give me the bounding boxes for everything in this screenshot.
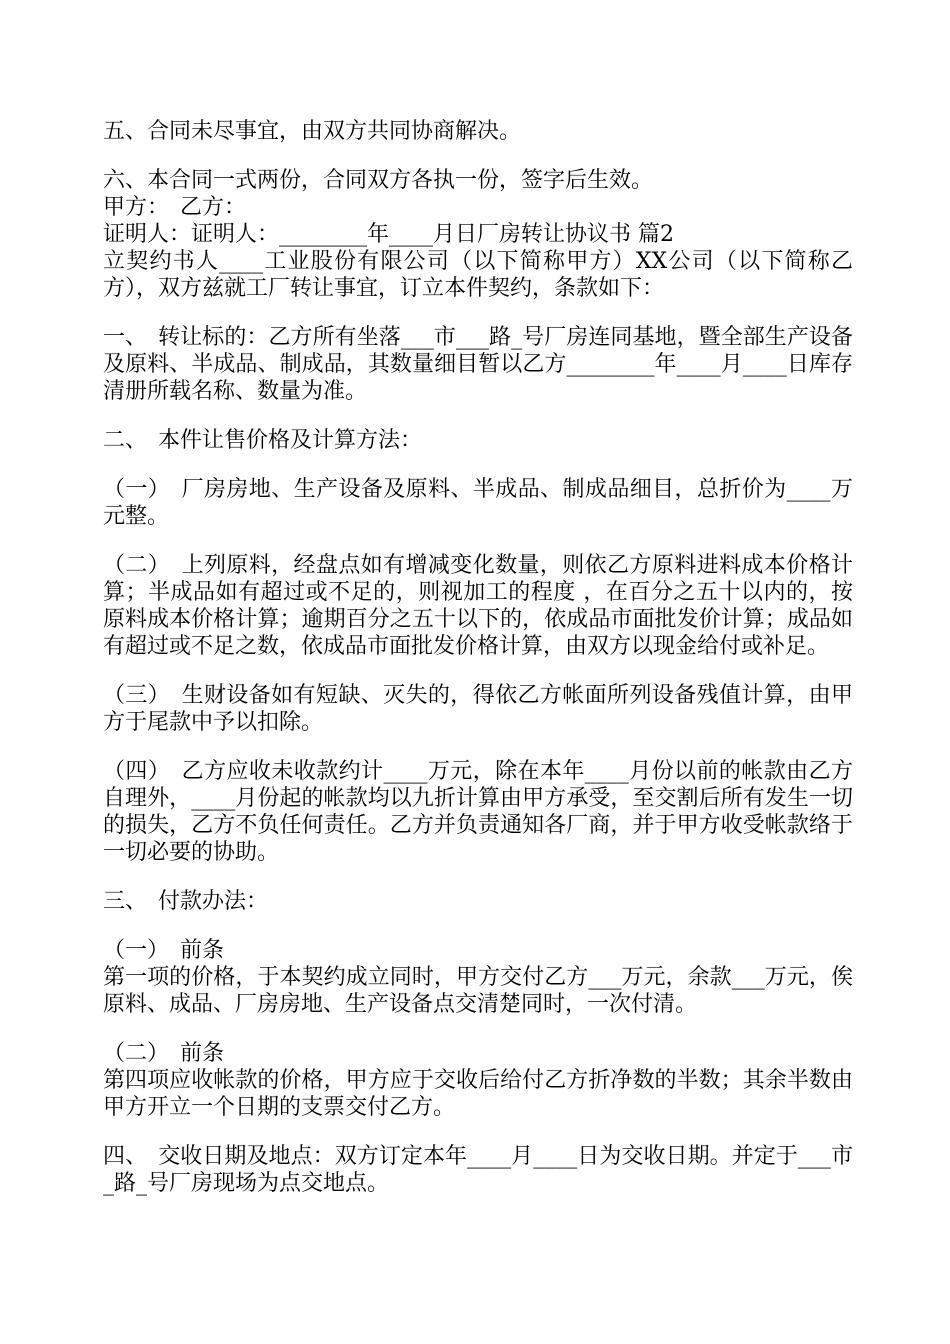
article-3-item-1-label: （一） 前条 — [103, 938, 225, 963]
article-2-price-heading: 二、 本件让售价格及计算方法： — [103, 428, 423, 453]
clause-5: 五、合同未尽事宜，由双方共同协商解决。 — [103, 119, 522, 144]
article-3-item-2-body: 第四项应收帐款的价格，甲方应于交收后给付乙方折净数的半数；其余半数由甲方开立一个日期的支票交付乙方。 — [103, 1068, 853, 1120]
article-3-payment-heading: 三、 付款办法： — [103, 889, 269, 914]
witness-line: 证明人：证明人：________年____月日厂房转让协议书 篇2 — [103, 222, 674, 247]
article-2-item-3: （三） 生财设备如有短缺、灭失的，得依乙方帐面所列设备残值计算，由甲方于尾款中予以扣除。 — [103, 683, 853, 735]
contract-preamble: 立契约书人____工业股份有限公司（以下简称甲方）XX公司（以下简称乙方），双方兹就工厂转让事宜，订立本件契约，条款如下： — [103, 249, 853, 301]
article-3-item-2-label: （二） 前条 — [103, 1041, 225, 1066]
clause-6: 六、本合同一式两份，合同双方各执一份，签字后生效。 — [103, 168, 654, 193]
article-2-item-1: （一） 厂房房地、生产设备及原料、半成品、制成品细目，总折价为____万元整。 — [103, 477, 853, 529]
article-1-transfer-subject: 一、 转让标的：乙方所有坐落___市___路_号厂房连同基地，暨全部生产设备及原料、半成品、制成品，其数量细目暂以乙方________年____月____日库存清册所载名称、数量为准。 — [103, 325, 853, 404]
article-3-item-1-body: 第一项的价格，于本契约成立同时，甲方交付乙方___万元，余款___万元，俟原料、成品、厂房房地、生产设备点交清楚同时，一次付清。 — [103, 965, 853, 1017]
signature-parties: 甲方： 乙方： — [103, 195, 247, 220]
article-2-item-4: （四） 乙方应收未收款约计____万元，除在本年____月份以前的帐款由乙方自理外，____月份起的帐款均以九折计算由甲方承受，至交割后所有发生一切的损失，乙方不负任何责任。乙方并负责通知各厂商，并于甲方收受帐款络于一切必要的协助。 — [103, 759, 853, 865]
document-page — [103, 118, 853, 1197]
article-4-delivery: 四、 交收日期及地点：双方订定本年____月____日为交收日期。并定于___市_路_号厂房现场为点交地点。 — [103, 1144, 853, 1196]
article-2-item-2: （二） 上列原料，经盘点如有增减变化数量，则依乙方原料进料成本价格计算；半成品如有超过或不足的，则视加工的程度 ，在百分之五十以内的，按原料成本价格计算；逾期百分之五十以下的，依成品市面批发价计算；成品如有超过或不足之数，依成品市面批发价格计算，由双方以现金给付或补足。 — [103, 553, 853, 659]
